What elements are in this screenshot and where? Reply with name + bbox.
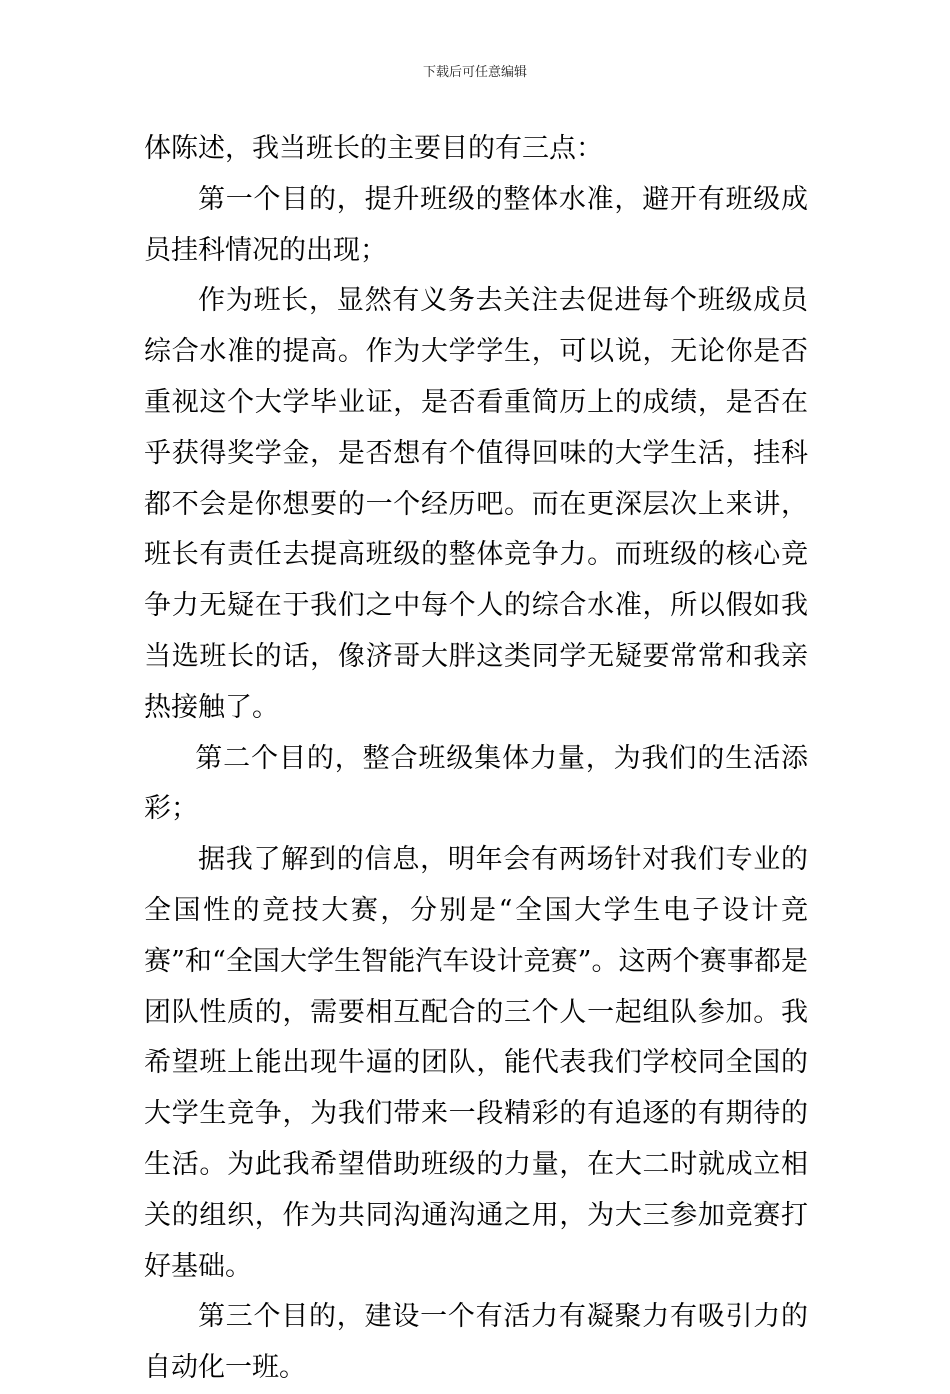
document-body [144,124,808,1394]
paragraph-continuation: 体陈述，我当班长的主要目的有三点： [144,133,603,164]
paragraph-goal-three: 第三个目的，建设一个有活力有凝聚力有吸引力的自动化一班。 [144,1301,808,1384]
paragraph-goal-one-detail: 作为班长，显然有义务去关注去促进每个班级成员综合水准的提高。作为大学学生，可以说，无论你是否重视这个大学毕业证，是否看重简历上的成绩，是否在乎获得奖学金，是否想有个值得回味的大学生活，挂科都不会是你想要的一个经历吧。而在更深层次上来讲，班长有责任去提高班级的整体竞争力。而班级的核心竞争力无疑在于我们之中每个人的综合水准，所以假如我当选班长的话，像济哥大胖这类同学无疑要常常和我亲热接触了。 [144,285,808,723]
paragraph-goal-two-detail: 据我了解到的信息，明年会有两场针对我们专业的全国性的竞技大赛，分别是“全国大学生电子设计竞赛”和“全国大学生智能汽车设计竞赛”。这两个赛事都是团队性质的，需要相互配合的三个人一起组队参加。我希望班上能出现牛逼的团队，能代表我们学校同全国的大学生竞争，为我们带来一段精彩的有追逐的有期待的生活。为此我希望借助班级的力量，在大二时就成立相关的组织，作为共同沟通沟通之用，为大三参加竞赛打好基础。 [144,844,808,1282]
page-header: 下载后可任意编辑 [422,65,527,80]
paragraph-goal-one: 第一个目的，提升班级的整体水准，避开有班级成员挂科情况的出现； [144,183,808,266]
paragraph-goal-two: 第二个目的，整合班级集体力量，为我们的生活添彩； [144,742,808,825]
